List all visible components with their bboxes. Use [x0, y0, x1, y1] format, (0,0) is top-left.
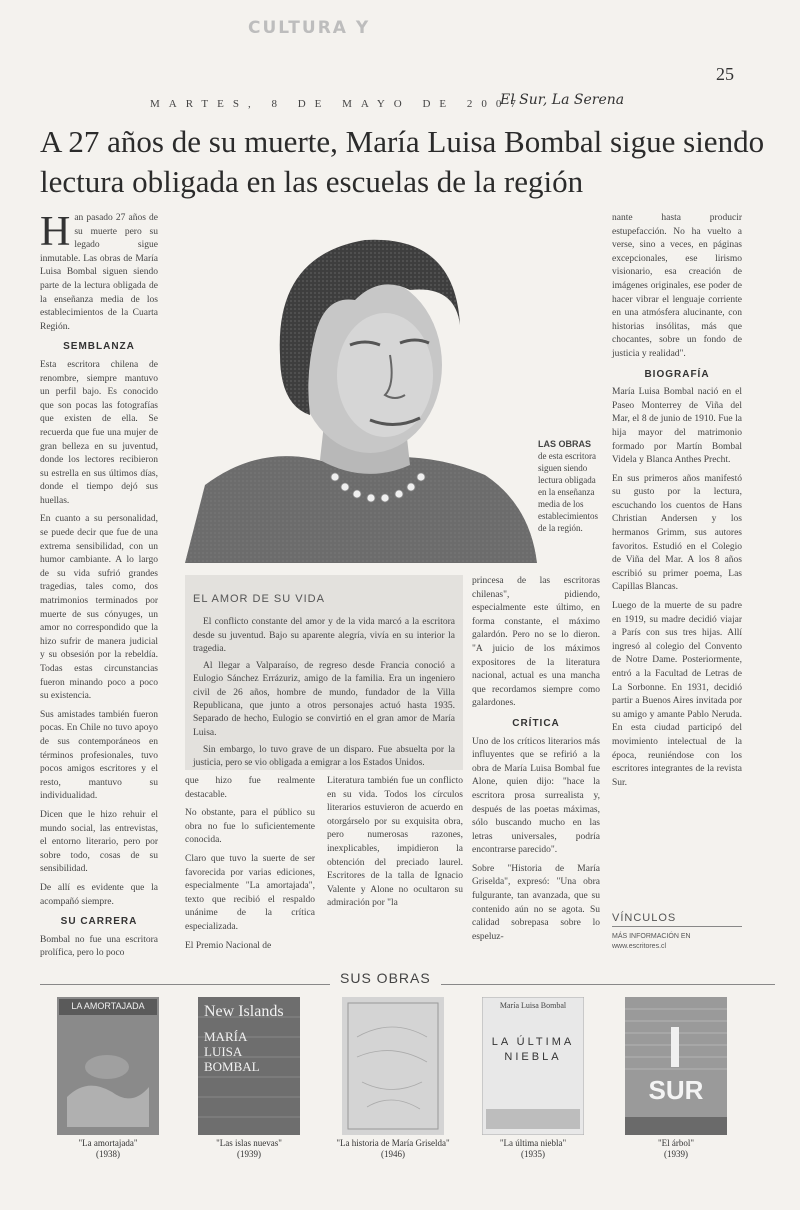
paragraph: que hizo fue realmente destacable. [185, 776, 315, 800]
paragraph: El Premio Nacional de [185, 940, 272, 951]
book-caption-title: "La historia de María Griselda" [336, 1138, 450, 1148]
dateline: MARTES, 8 DE MAYO DE 2007 [150, 98, 525, 110]
vinculos-label: MÁS INFORMACIÓN EN [612, 933, 691, 940]
subhead-critica: CRÍTICA [512, 717, 560, 729]
paragraph: Claro que tuvo la suerte de ser favorecida por varias ediciones, especialmente "La amortajada", texto que recibió el respaldo unánime de la crítica especializada. [185, 853, 315, 932]
headline: A 27 años de su muerte, María Luisa Bombal sigue siendo lectura obligada en las escuelas de la región [40, 124, 765, 199]
sidebar-box [185, 575, 463, 770]
photo-caption [538, 438, 598, 534]
section-header: CULTURA Y [248, 18, 371, 38]
handwritten-note: El Sur, La Serena [500, 92, 625, 108]
paragraph: Uno de los críticos literarios más influyentes que se refirió a la obra de María Luisa Bombal fue Alone, quien dijo: "hace la escritora prosa surrealista y, después de las poetas máximas, sólo buscando mucho en las letras universales, podría encontrarse parecido". [472, 736, 600, 856]
column-2 [185, 775, 315, 958]
paragraph: Sus amistades también fueron pocas. En Chile no tuvo apoyo de sus contemporáneos en términos profesionales, tuvo pocos amigos escritores y el resto, mantuvo su individualidad. [40, 709, 158, 802]
paragraph: En cuanto a su personalidad, se puede decir que fue de una extrema sensibilidad, con un humor cambiante. A lo largo de su vida sufrió grandes tragedias, tales como, dos matrimonios terminados por muerte de sus cónyuges, un amor no correspondido que la hizo sufrir de manera judicial y su obsesión por la rebeldía. Todas estas circunstancias fueron minando poco a poco su existencia. [40, 514, 158, 702]
vinculos-url[interactable]: www.escritores.cl [612, 943, 667, 950]
column-4 [472, 575, 600, 949]
book-caption-year: (1939) [237, 1149, 261, 1159]
paragraph: Bombal no fue una escritora prolífica, pero lo poco [40, 934, 158, 959]
book-caption-title: "La amortajada" [78, 1138, 138, 1148]
caption-text: de esta escritora siguen siendo lectura obligada en la enseñanza media de los establecimientos de la región. [538, 451, 598, 533]
book-caption [473, 1138, 593, 1160]
paragraph: No obstante, para el público su obra no fue lo suficientemente conocida. [185, 808, 315, 846]
paragraph: Luego de la muerte de su padre en 1919, su madre decidió viajar a París con sus tres hijas. Allí ingresó al colegio del Convento de Notre Dame. Posteriormente, entró a la Facultad de Letras de La Sorbonne. En 1931, decidió partir a Buenos Aires invitada por su amigo y amante Pablo Neruda. En esta ciudad participó del movimiento intelectual de la época, reuniéndose con los escritores integrantes de la revista Sur. [612, 601, 742, 788]
book-cover-title: SUR [648, 1075, 704, 1105]
paragraph: Esta escritora chilena de renombre, siempre mantuvo un perfil bajo. Es conocido que son pocas las fotografías que existen de ella. Se recuerda que fue una mujer de gran belleza en su juventud, donde los lectores recibieron su estrella en sus últimos días, donde el tiempo dejó sus huellas. [40, 359, 158, 506]
paragraph: En sus primeros años manifestó su gusto por la lectura, escuchando los cuentos de Hans Christian Andersen y los hermanos Grimm, sus autores favoritos. Estudió en el Colegio de Viña del Mar. A los 8 años escribió su primer poema, Las Capillas Blancas. [612, 473, 742, 593]
dropcap: H [40, 209, 71, 255]
sidebar-paragraph: Al llegar a Valparaíso, de regreso desde Francia conoció a Eulogio Sánchez Errázuriz, amigo de la familia. Era un ingeniero civil de 26 años, hombre de mundo, fundador de la Villa Republicana, que junto a otros personajes actuó hasta 1935. Separado de hecho, Eulogio se convirtió en el gran amor de María Luisa. [193, 661, 455, 738]
book-caption-year: (1935) [521, 1149, 545, 1159]
book-cover-author: María Luisa Bombal [499, 1001, 567, 1010]
vinculos-info [612, 932, 742, 952]
book-cover-la-amortajada [57, 997, 159, 1135]
sidebar-paragraph: El conflicto constante del amor y de la vida marcó a la escritora desde su juventud. Bajo su aparente alegría, vivía en su interior la tragedia. [193, 617, 455, 654]
book-caption-year: (1938) [96, 1149, 120, 1159]
paragraph: De allí es evidente que la acompañó siempre. [40, 882, 158, 907]
book-cover-la-ultima-niebla [482, 997, 584, 1135]
book-caption-year: (1939) [664, 1149, 688, 1159]
lead-paragraph: Han pasado 27 años de su muerte pero su legado sigue inmutable. Las obras de María Luisa Bombal siguen siendo parte de la lectura obligada de la enseñanza media de los establecimientos de la Cuarta Región. [40, 209, 158, 332]
page-number: 25 [716, 64, 734, 84]
subhead-carrera: SU CARRERA [60, 916, 138, 928]
book-caption [333, 1138, 453, 1160]
book-caption-title: "Las islas nuevas" [216, 1138, 282, 1148]
book-cover-title: LA ÚLTIMA NIEBLA [491, 1036, 575, 1063]
caption-bold: LAS OBRAS [538, 439, 592, 449]
book-caption [48, 1138, 168, 1160]
paragraph: Literatura también fue un conflicto en su vida. Todos los círculos literarios estuvieron de acuerdo en otorgárselo por su exquisita obra, pero numerosas razones, inexplicables, impidieron la obtención del preciado laurel. Escritores de la talla de Ignacio Valente y Alone no ocultaron su admiración por "la [327, 776, 463, 909]
book-cover-author: MARÍA LUISA BOMBAL [204, 1029, 260, 1074]
paragraph: Dicen que le hizo rehuir el mundo social, las entrevistas, el entorno literario, pero por sobre todo, cosas de su sensibilidad. [40, 809, 158, 875]
column-1 [40, 209, 158, 966]
portrait-illustration [185, 215, 540, 563]
book-cover-title: LA AMORTAJADA [71, 1001, 145, 1011]
book-caption-title: "La última niebla" [499, 1138, 567, 1148]
paragraph: Sobre "Historia de María Griselda", expresó: "Una obra fulgurante, tan avanzada, que su contenido aún no se agota. Su calidad sobrepasa sobre lo espeluz- [472, 863, 600, 942]
paragraph: María Luisa Bombal nació en el Paseo Monterrey de Viña del Mar, el 8 de junio de 1910. Fue la hija mayor del matrimonio formado por Martín Bombal Videla y Blanca Anthes Precht. [612, 387, 742, 466]
book-cover-new-islands [198, 997, 300, 1135]
book-caption [189, 1138, 309, 1160]
book-cover-maria-griselda [342, 997, 444, 1135]
column-5 [612, 212, 742, 795]
subhead-semblanza: SEMBLANZA [63, 341, 135, 353]
subhead-biografia: BIOGRAFÍA [644, 368, 710, 380]
sidebar-title: EL AMOR DE SU VIDA [193, 593, 325, 605]
vinculos-title: VÍNCULOS [612, 912, 742, 927]
book-caption [616, 1138, 736, 1160]
book-cover-sur [625, 997, 727, 1135]
book-cover-title: New Islands [204, 1003, 284, 1020]
column-3 [327, 775, 463, 916]
sidebar-paragraph: Sin embargo, lo tuvo grave de un disparo. Fue absuelta por la justicia, pero se vio obligada a emigrar a los Estados Unidos. [193, 744, 455, 769]
obras-title: SUS OBRAS [330, 970, 441, 986]
paragraph: nante hasta producir estupefacción. No ha vuelto a verse, sino a veces, en páginas excepcionales, ese lirismo visionario, esa creación de imágenes originales, ese poder de hacer vibrar el lenguaje corriente en una atmósfera alucinante, con historias insólitas, más que chocantes, sobre un fondo de justicia y realidad". [612, 213, 742, 359]
book-caption-title: "El árbol" [657, 1138, 695, 1148]
book-caption-year: (1946) [381, 1149, 405, 1159]
author-photo [185, 215, 540, 563]
paragraph: princesa de las escritoras chilenas", pidiendo, especialmente este último, en forma constante, el máximo galardón. Pero no se lo dieron. "A juicio de los máximos expositores de la literatura nacional, actual es una mancha que recordamos siempre como galardones. [472, 576, 600, 709]
